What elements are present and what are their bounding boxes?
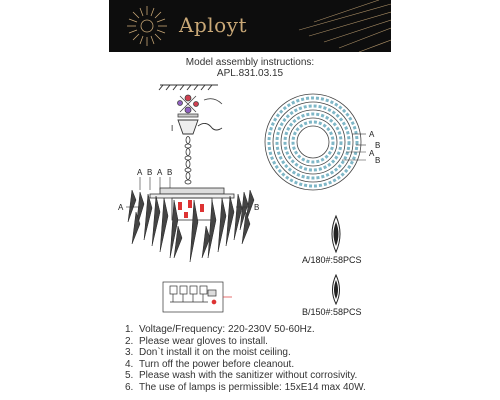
side-label-a: A	[118, 203, 124, 212]
part-a-quantity	[302, 255, 362, 265]
ceiling-mount	[159, 85, 218, 90]
instruction-item: 6. The use of lamps is permissible: 15xE14 max 40W.	[125, 381, 366, 393]
wiring-diagram-icon	[163, 282, 232, 312]
instruction-item: 3. Don`t install it on the moist ceiling.	[125, 347, 291, 359]
instruction-item: 4. Turn off the power before cleanout.	[125, 358, 295, 370]
model-number: APL.831.03.15	[216, 68, 284, 79]
part-b-code: B/150#:	[302, 307, 334, 317]
instruction-item: 1. Voltage/Frequency: 220-230V 50-60Hz.	[125, 324, 315, 335]
instruction-item: 2. Please wear gloves to install.	[125, 335, 268, 347]
part-a-code: A/180#:	[302, 255, 334, 265]
crystal-a-icon	[332, 216, 340, 252]
top-label-3: A	[157, 168, 163, 177]
svg-text:I: I	[171, 124, 174, 133]
ring-label-2: B	[375, 141, 381, 150]
mounting-hardware-icon	[178, 95, 223, 117]
instruction-item: 5. Please wash with the sanitizer without corrosivity.	[125, 370, 358, 382]
instructions-list	[125, 324, 366, 394]
brand-name: Aployt	[179, 13, 248, 37]
top-label-1: A	[137, 168, 143, 177]
part-b-quantity	[302, 307, 362, 317]
top-view-rings	[265, 94, 361, 190]
top-label-4: B	[167, 168, 173, 177]
part-a-count: 58PCS	[333, 255, 362, 265]
ring-label-4: B	[375, 156, 381, 165]
side-label-b: B	[254, 203, 260, 212]
ring-label-3: A	[369, 149, 375, 158]
ring-label-1: A	[369, 130, 375, 139]
crystal-b-icon	[333, 275, 340, 304]
chain	[185, 137, 191, 185]
top-label-2: B	[147, 168, 153, 177]
part-b-count: 58PCS	[333, 307, 362, 317]
canopy	[178, 120, 222, 134]
document-title: Model assembly instructions:	[185, 57, 315, 68]
